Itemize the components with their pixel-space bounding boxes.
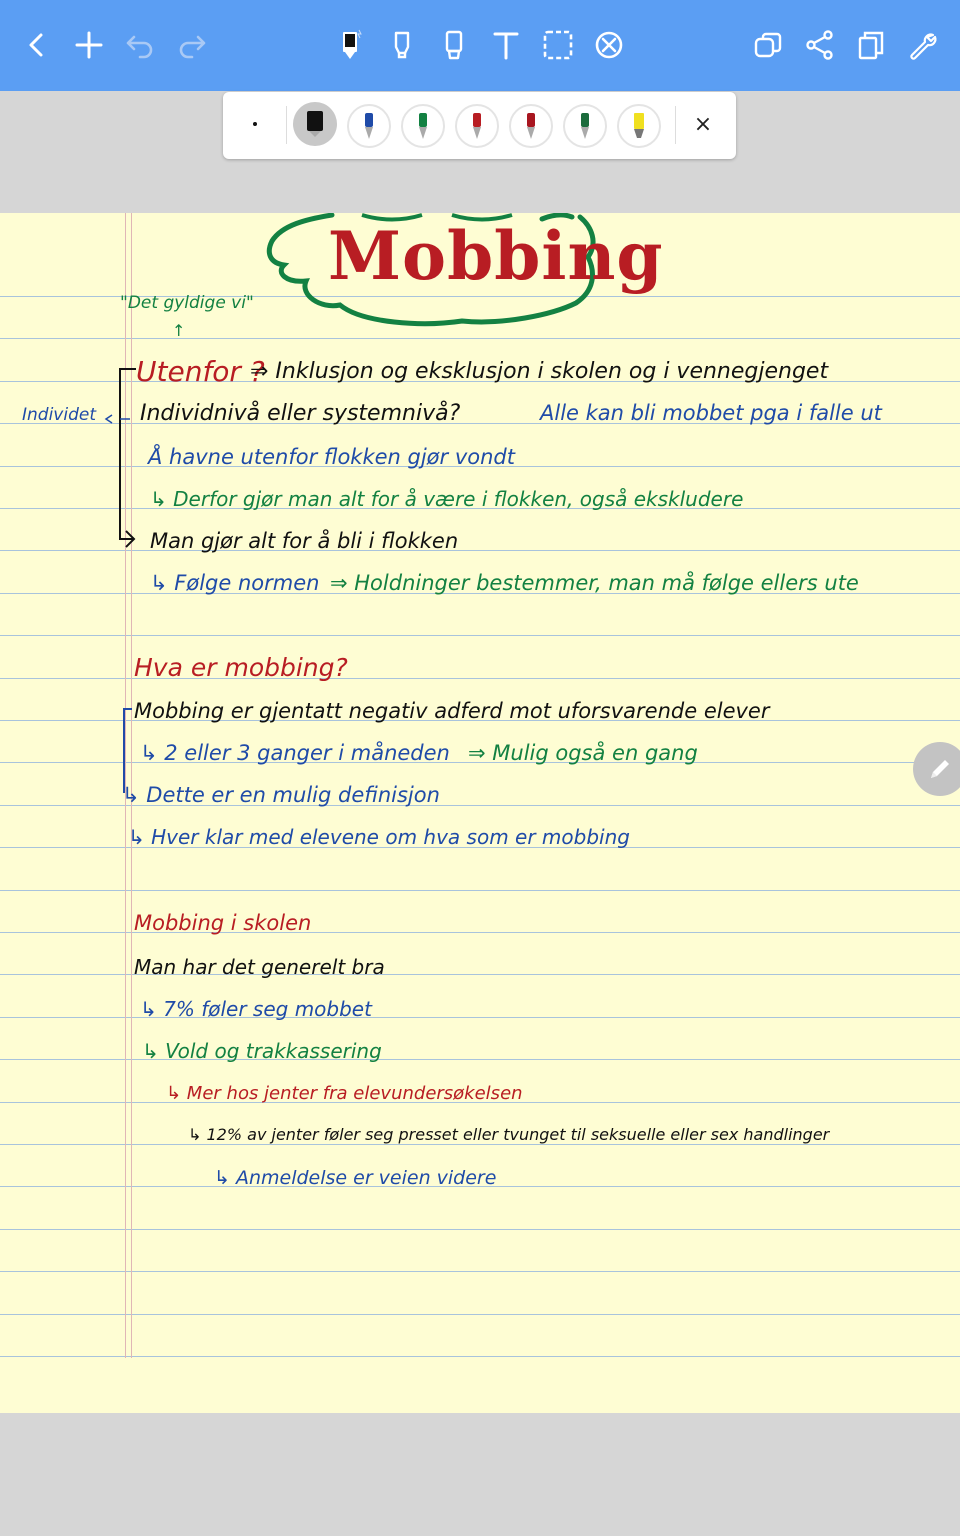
pen-blue-button[interactable] xyxy=(347,104,391,148)
share-icon[interactable] xyxy=(795,20,845,70)
pen-tip-icon xyxy=(412,111,434,141)
pencil-icon xyxy=(927,756,953,782)
pen-tip-icon xyxy=(466,111,488,141)
up-arrow-glyph: ↑ xyxy=(172,321,186,340)
note-line-havne-utenfor: Å havne utenfor flokken gjør vondt xyxy=(148,445,515,469)
highlighter-pen-icon xyxy=(628,111,650,141)
note-line-folge-normen: ↳ Følge normen xyxy=(150,571,320,595)
ruled-line xyxy=(0,890,960,891)
pen-darkgreen-button[interactable] xyxy=(563,104,607,148)
note-line-mobbing-skolen: Mobbing i skolen xyxy=(134,911,312,935)
note-line-mulig-ogsa: ⇒ Mulig også en gang xyxy=(468,741,698,765)
back-icon[interactable] xyxy=(12,20,62,70)
edit-fab-button[interactable] xyxy=(913,742,960,796)
pen-black-button[interactable] xyxy=(293,102,337,146)
note-line-holdninger: ⇒ Holdninger bestemmer, man må følge ellers ute xyxy=(330,571,859,595)
note-line-alle-kan: Alle kan bli mobbet pga i falle ut xyxy=(540,401,882,425)
pen-green-button[interactable] xyxy=(401,104,445,148)
pen-tip-icon xyxy=(574,111,596,141)
note-line-mobbing-er: Mobbing er gjentatt negativ adferd mot uforsvarende elever xyxy=(134,699,770,723)
close-icon: × xyxy=(693,111,713,137)
text-tool-icon[interactable] xyxy=(481,20,531,70)
note-line-utenfor: Utenfor ? xyxy=(136,355,265,388)
note-line-sju-prosent: ↳ 7% føler seg mobbet xyxy=(140,997,372,1021)
note-line-dette-er: ↳ Dette er en mulig definisjon xyxy=(122,783,440,807)
ruled-line xyxy=(0,635,960,636)
pen-thickness-selector[interactable] xyxy=(233,102,277,146)
note-line-man-gjor: Man gjør alt for å bli i flokken xyxy=(150,529,459,553)
eraser-icon[interactable] xyxy=(377,20,427,70)
palette-divider xyxy=(286,106,287,144)
highlighter-icon[interactable] xyxy=(429,20,479,70)
undo-icon[interactable] xyxy=(115,20,165,70)
add-page-icon[interactable] xyxy=(64,20,114,70)
note-line-individniva: Individnivå eller systemnivå? xyxy=(140,401,461,426)
note-line-mer-hos: ↳ Mer hos jenter fra elevundersøkelsen xyxy=(166,1083,523,1104)
pen-tip-icon xyxy=(358,111,380,141)
close-palette-button[interactable] xyxy=(681,102,725,146)
ruled-line xyxy=(0,1314,960,1315)
note-line-hver-klar: ↳ Hver klar med elevene om hva som er mobbing xyxy=(128,825,630,849)
page-title: Mobbing xyxy=(328,217,664,295)
ruled-line xyxy=(0,338,960,339)
note-line-individ-label: Individet xyxy=(22,405,97,425)
shape-tool-icon[interactable] xyxy=(584,20,634,70)
note-line-to-eller-tre: ↳ 2 eller 3 ganger i måneden xyxy=(140,741,450,765)
ruled-line xyxy=(0,1356,960,1357)
lasso-select-icon[interactable] xyxy=(533,20,583,70)
ruled-line xyxy=(0,1271,960,1272)
pen-palette xyxy=(223,92,736,159)
notebook-page[interactable] xyxy=(0,213,960,1413)
note-line-utenfor-rest: ⇒ Inklusjon og eksklusjon i skolen og i vennegjenget xyxy=(250,359,829,384)
note-line-man-har: Man har det generelt bra xyxy=(134,955,385,979)
note-line-tolv-prosent: ↳ 12% av jenter føler seg presset eller tvunget til seksuelle eller sex handlinger xyxy=(188,1125,830,1144)
note-line-derfor: ↳ Derfor gjør man alt for å være i flokken, også ekskludere xyxy=(150,487,744,511)
ruled-line xyxy=(0,1229,960,1230)
note-line-det-gyldige: "Det gyldige vi" xyxy=(120,293,254,313)
note-line-hva-er-mobbing: Hva er mobbing? xyxy=(134,653,348,682)
note-line-anmeldelse: ↳ Anmeldelse er veien videre xyxy=(214,1167,497,1189)
palette-divider xyxy=(675,106,676,144)
pen-red-button[interactable] xyxy=(455,104,499,148)
redo-icon[interactable] xyxy=(167,20,217,70)
pen-tip-icon xyxy=(520,111,542,141)
pen-tip-icon xyxy=(304,109,326,139)
top-toolbar xyxy=(0,0,960,91)
pen-darkred-button[interactable] xyxy=(509,104,553,148)
note-line-vold: ↳ Vold og trakkassering xyxy=(142,1039,382,1063)
pen-tool-icon[interactable] xyxy=(325,20,375,70)
settings-wrench-icon[interactable] xyxy=(898,20,948,70)
highlighter-yellow-button[interactable] xyxy=(617,104,661,148)
pages-icon[interactable] xyxy=(846,20,896,70)
ruled-line xyxy=(0,1144,960,1145)
read-mode-icon[interactable] xyxy=(743,20,793,70)
